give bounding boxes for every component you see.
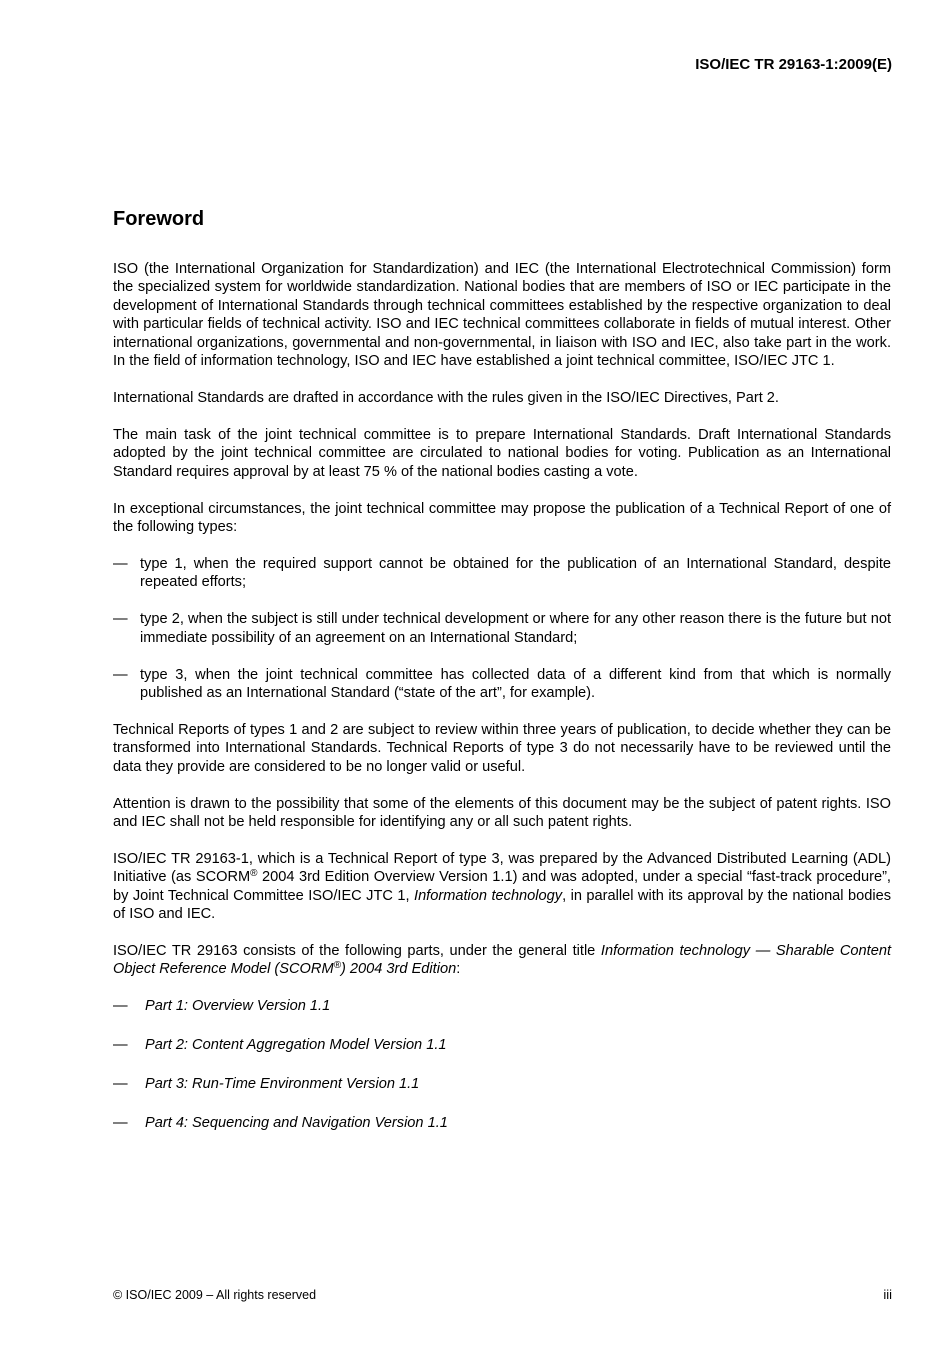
list-item <box>113 997 891 1015</box>
dash-marker: — <box>113 1037 128 1054</box>
list-item-text: type 2, when the subject is still under technical development or where for any other reason there is the future but not immediate possibility of an agreement on an International Standard; <box>140 611 891 646</box>
parts-list <box>113 997 891 1132</box>
page-title: Foreword <box>113 208 205 230</box>
dash-marker: — <box>113 611 128 628</box>
paragraph-parts-intro: ISO/IEC TR 29163 consists of the following parts, under the general title Information technology — Sharable Content Object Reference Model (SCORM®) 2004 3rd Edition: <box>113 942 892 978</box>
list-item <box>113 610 891 647</box>
list-item <box>113 1114 891 1132</box>
list-item <box>113 666 891 703</box>
paragraph-exceptional: In exceptional circumstances, the joint technical committee may propose the publication of a Technical Report of one of the following types: <box>113 500 891 535</box>
list-item-text: Part 2: Content Aggregation Model Version 1.1 <box>145 1037 447 1054</box>
registered-mark: ® <box>250 868 258 880</box>
registered-mark: ® <box>333 960 341 972</box>
dash-marker: — <box>113 998 128 1015</box>
paragraph-preparation: ISO/IEC TR 29163-1, which is a Technical Report of type 3, was prepared by the Advanced Distributed Learning (ADL) Initiative (as SCORM® 2004 3rd Edition Overview Version 1.1) and was adopted, under a special “fast-track procedure”, by Joint Technical Committee ISO/IEC JTC 1, Information technology, in parallel with its approval by the national bodies of ISO and IEC. <box>113 850 892 923</box>
list-item-text: Part 3: Run-Time Environment Version 1.1 <box>145 1076 420 1093</box>
paragraph-iso-iec-intro: ISO (the International Organization for Standardization) and IEC (the International Electrotechnical Commission) form the specialized system for worldwide standardization. National bodies that are members of ISO or IEC participate in the development of International Standards through technical committees established by the respective organization to deal with particular fields of technical activity. ISO and IEC technical committees collaborate in fields of mutual interest. Other international organizations, governmental and non-governmental, in liaison with ISO and IEC, also take part in the work. In the field of information technology, ISO and IEC have established a joint technical committee, ISO/IEC JTC 1. <box>113 261 891 370</box>
dash-marker: — <box>113 555 128 572</box>
list-item-text: type 3, when the joint technical committee has collected data of a different kind from that which is normally published as an International Standard (“state of the art”, for example). <box>140 666 891 701</box>
list-item <box>113 555 891 592</box>
report-types-list <box>113 555 891 702</box>
list-item-text: Part 4: Sequencing and Navigation Version 1.1 <box>145 1115 448 1131</box>
list-item <box>113 1075 891 1093</box>
footer-copyright: © ISO/IEC 2009 – All rights reserved <box>113 1288 317 1302</box>
list-item-text: type 1, when the required support cannot be obtained for the publication of an International Standard, despite repeated efforts; <box>140 555 891 591</box>
dash-marker: — <box>113 1076 128 1093</box>
paragraph-patent: Attention is drawn to the possibility that some of the elements of this document may be the subject of patent rights. ISO and IEC shall not be held responsible for identifying any or all such patent rights. <box>113 795 891 830</box>
dash-marker: — <box>113 1115 128 1131</box>
list-item-text: Part 1: Overview Version 1.1 <box>145 998 331 1015</box>
paragraph-directives: International Standards are drafted in accordance with the rules given in the ISO/IEC Directives, Part 2. <box>113 389 779 406</box>
paragraph-review: Technical Reports of types 1 and 2 are subject to review within three years of publication, to decide whether they can be transformed into International Standards. Technical Reports of type 3 do not necessarily have to be reviewed until the data they provide are considered to be no longer valid or useful. <box>113 721 891 775</box>
page-number: iii <box>883 1287 892 1302</box>
document-reference: ISO/IEC TR 29163-1:2009(E) <box>695 56 892 73</box>
paragraph-main-task: The main task of the joint technical committee is to prepare International Standards. Draft International Standards adopted by the joint technical committee are circulated to national bodies for voting. Publication as an International Standard requires approval by at least 75 % of the national bodies casting a vote. <box>113 426 891 480</box>
foreword-body <box>113 260 891 1153</box>
list-item <box>113 1036 891 1054</box>
dash-marker: — <box>113 666 128 683</box>
